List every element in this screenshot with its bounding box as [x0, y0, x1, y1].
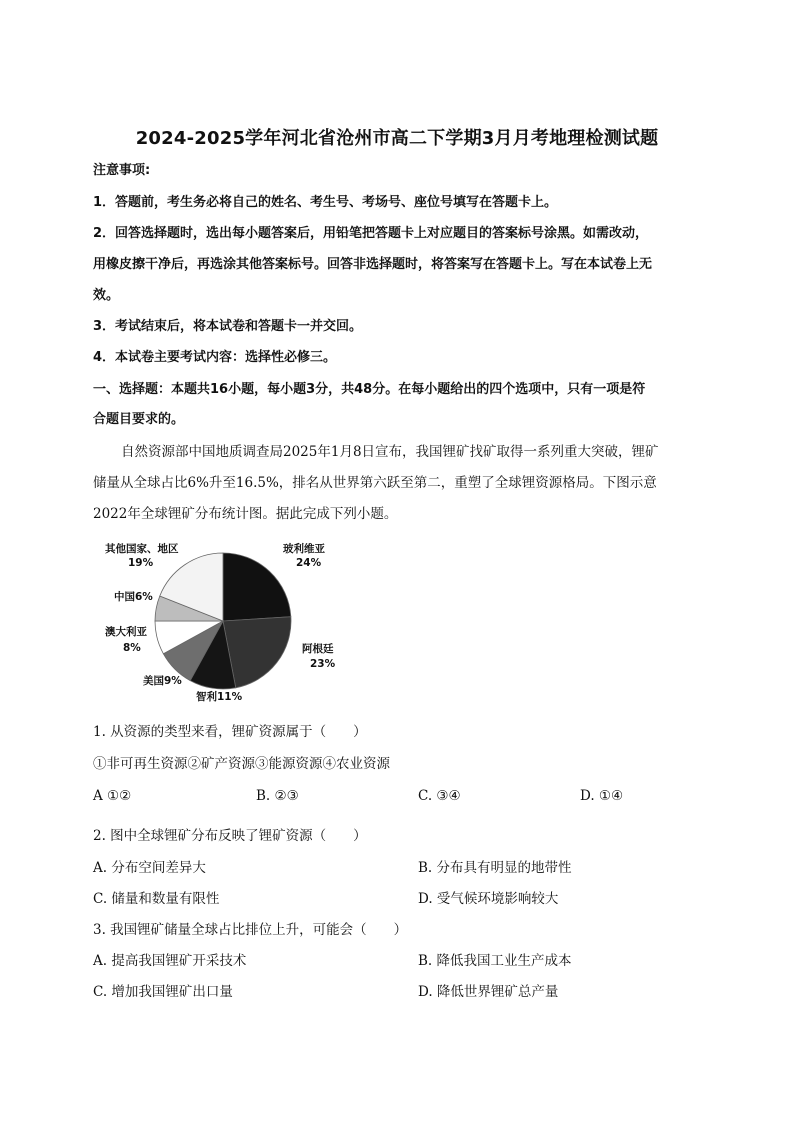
passage-line: 储量从全球占比6%升至16.5%，排名从世界第六跃至第二，重塑了全球锂资源格局。下图示意	[93, 475, 657, 491]
notice-item: 用橡皮擦干净后，再选涂其他答案标号。回答非选择题时，将答案写在答题卡上。写在本试卷上无	[93, 257, 653, 272]
label-argentina-name: 阿根廷	[302, 643, 334, 655]
section-heading: 一、选择题：本题共16小题，每小题3分，共48分。在每小题给出的四个选项中，只有一项是符	[93, 382, 646, 397]
label-usa: 美国9%	[143, 675, 182, 687]
label-china: 中国6%	[114, 591, 153, 603]
label-australia-pct: 8%	[123, 642, 141, 654]
question-1-option-c[interactable]: C. ③④	[418, 788, 461, 804]
notice-heading: 注意事项:	[93, 163, 151, 178]
question-1-stem: 1. 从资源的类型来看，锂矿资源属于（ ）	[93, 724, 367, 740]
notice-item: 3．考试结束后，将本试卷和答题卡一并交回。	[93, 319, 363, 334]
label-chile: 智利11%	[196, 691, 243, 703]
section-heading-cont: 合题目要求的。	[93, 412, 185, 427]
page-title: 2024-2025学年河北省沧州市高二下学期3月月考地理检测试题	[135, 128, 659, 149]
question-3-option-c[interactable]: C. 增加我国锂矿出口量	[93, 984, 233, 1000]
label-bolivia-name: 玻利维亚	[283, 543, 325, 555]
passage-line: 自然资源部中国地质调查局2025年1月8日宣布，我国锂矿找矿取得一系列重大突破，锂矿	[121, 444, 659, 460]
question-1-option-d[interactable]: D. ①④	[580, 788, 624, 804]
label-bolivia-pct: 24%	[296, 557, 322, 569]
notice-item: 效。	[93, 288, 120, 303]
question-1-option-a[interactable]: A ①②	[93, 788, 132, 804]
lithium-distribution-pie-chart	[93, 535, 353, 710]
question-2-option-d[interactable]: D. 受气候环境影响较大	[418, 891, 559, 907]
question-2-option-c[interactable]: C. 储量和数量有限性	[93, 891, 220, 907]
passage-line: 2022年全球锂矿分布统计图。据此完成下列小题。	[93, 506, 398, 522]
label-other-name: 其他国家、地区	[105, 543, 179, 555]
notice-item: 2．回答选择题时，选出每小题答案后，用铅笔把答题卡上对应题目的答案标号涂黑。如需改动，	[93, 226, 649, 241]
label-argentina-pct: 23%	[310, 658, 336, 670]
pie-slice-0	[223, 553, 291, 621]
question-3-option-a[interactable]: A. 提高我国锂矿开采技术	[93, 953, 247, 969]
notice-item: 1．答题前，考生务必将自己的姓名、考生号、考场号、座位号填写在答题卡上。	[93, 195, 558, 210]
question-3-stem: 3. 我国锂矿储量全球占比排位上升，可能会（ ）	[93, 922, 408, 938]
label-australia-name: 澳大利亚	[105, 626, 147, 638]
question-1-option-b[interactable]: B. ②③	[256, 788, 299, 804]
question-3-option-b[interactable]: B. 降低我国工业生产成本	[418, 953, 572, 969]
question-3-option-d[interactable]: D. 降低世界锂矿总产量	[418, 984, 559, 1000]
label-other-pct: 19%	[128, 557, 154, 569]
notice-item: 4．本试卷主要考试内容：选择性必修三。	[93, 350, 337, 365]
question-1-statements: ①非可再生资源②矿产资源③能源资源④农业资源	[93, 756, 390, 772]
question-2-stem: 2. 图中全球锂矿分布反映了锂矿资源（ ）	[93, 828, 367, 844]
question-2-option-b[interactable]: B. 分布具有明显的地带性	[418, 860, 572, 876]
question-2-option-a[interactable]: A. 分布空间差异大	[93, 860, 206, 876]
